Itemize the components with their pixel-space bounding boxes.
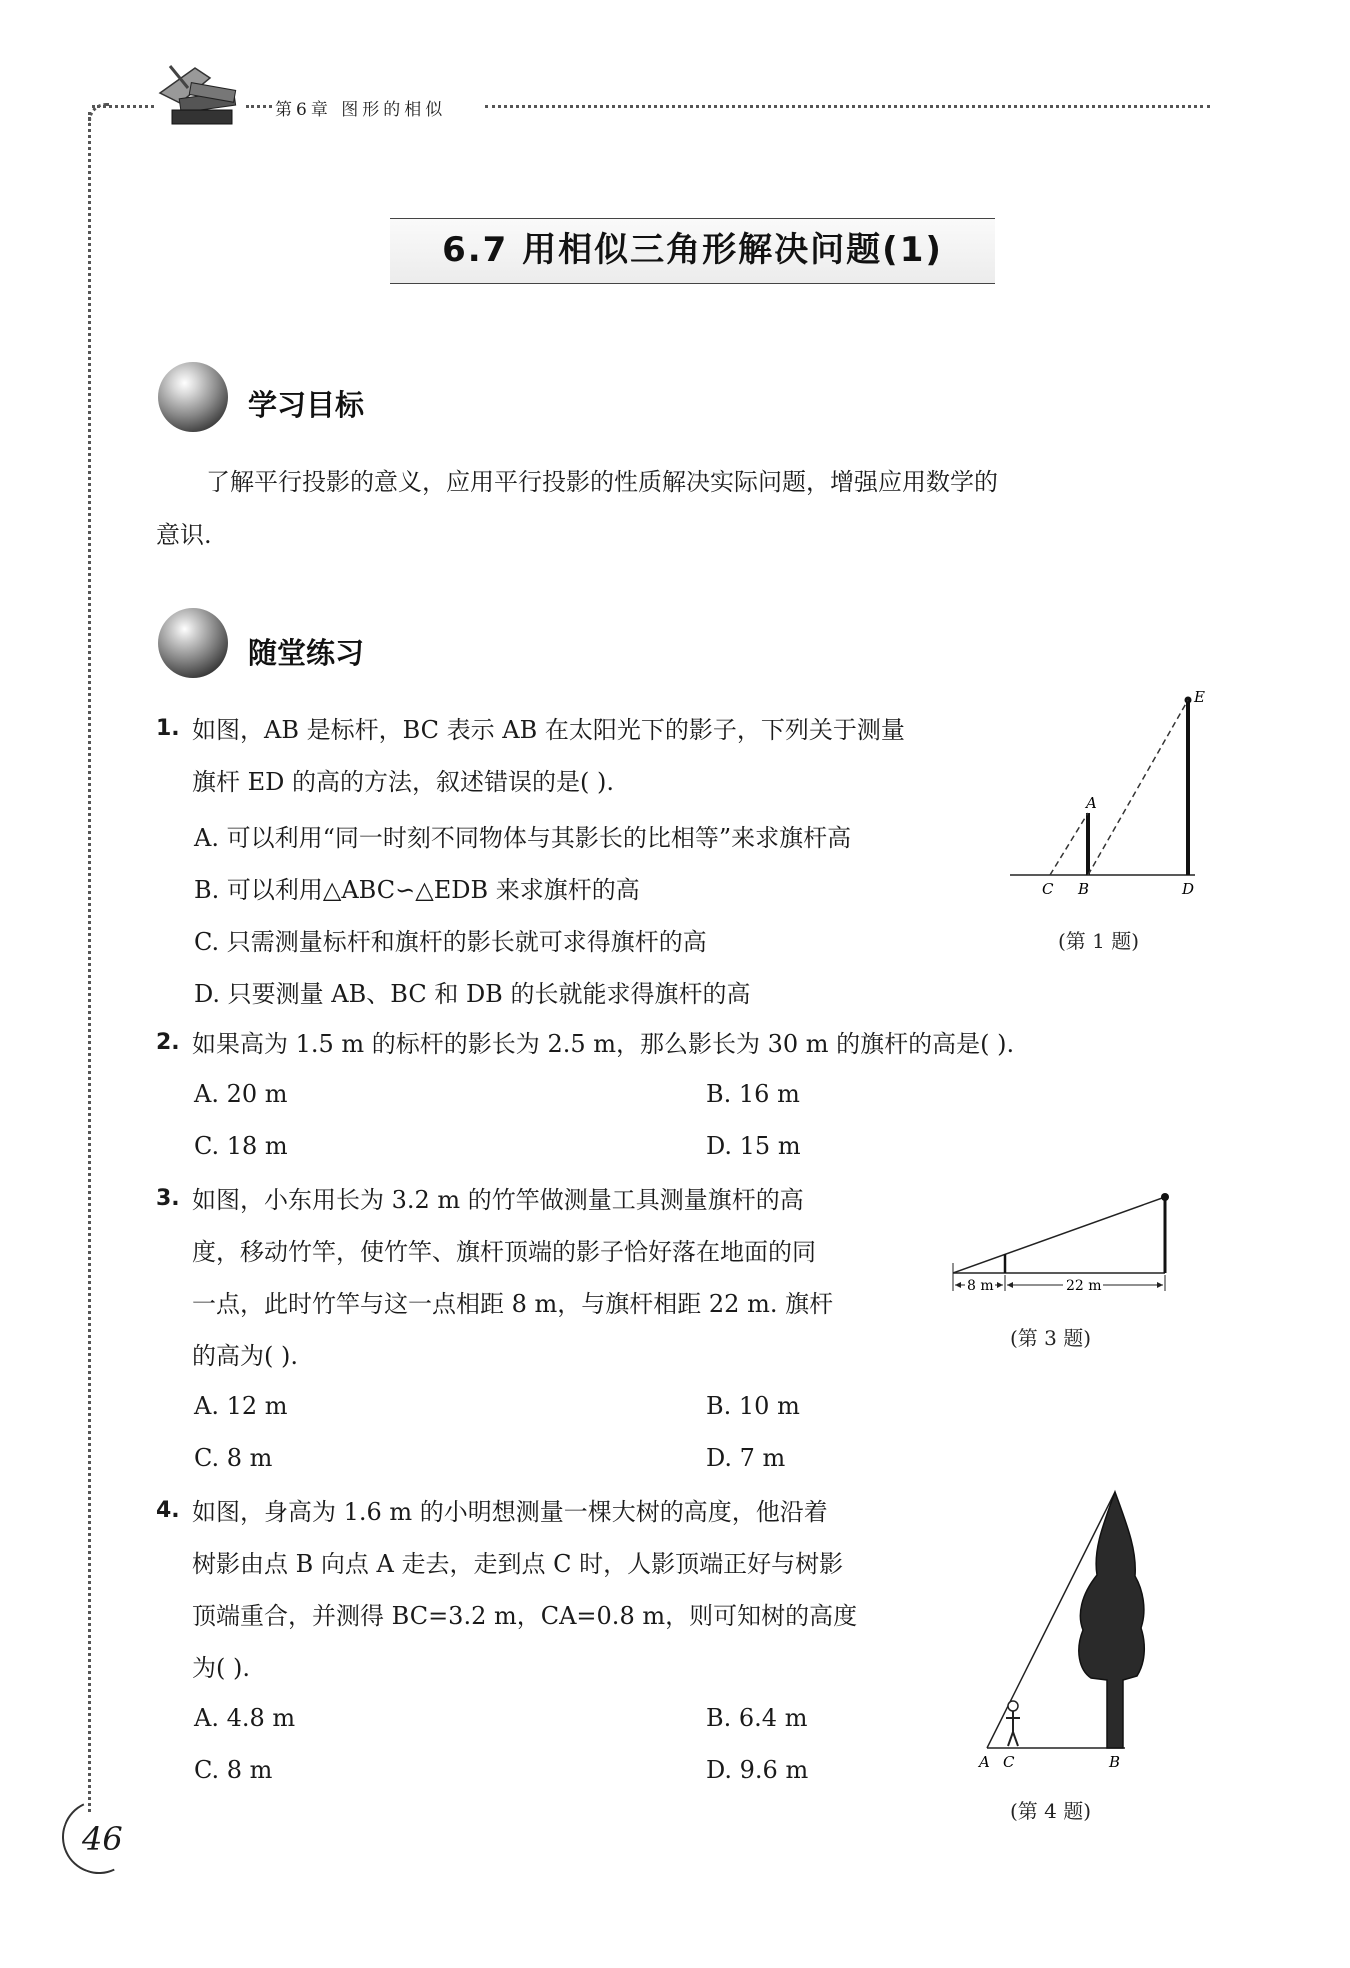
- dim-label-22m: 22 m: [1066, 1278, 1102, 1294]
- label-b: B: [1078, 880, 1090, 898]
- question-4-figure: [975, 1480, 1155, 1780]
- left-dotted-border: [88, 112, 91, 1812]
- question-4-option-a: A. 4.8 m: [194, 1704, 296, 1732]
- question-4-line-1: 如图，身高为 1.6 m 的小明想测量一棵大树的高度，他沿着: [192, 1498, 828, 1526]
- question-3-line-1: 如图，小东用长为 3.2 m 的竹竿做测量工具测量旗杆的高: [192, 1186, 804, 1214]
- question-3-option-d: D. 7 m: [706, 1444, 786, 1472]
- label-a: A: [979, 1753, 990, 1771]
- question-1-option-d: D. 只要测量 AB、BC 和 DB 的长就能求得旗杆的高: [194, 980, 751, 1008]
- question-3-option-b: B. 10 m: [706, 1392, 800, 1420]
- question-2-option-a: A. 20 m: [194, 1080, 288, 1108]
- question-2-line-1: 如果高为 1.5 m 的标杆的影长为 2.5 m，那么影长为 30 m 的旗杆的高是( ).: [192, 1030, 1015, 1058]
- question-4-line-3: 顶端重合，并测得 BC=3.2 m，CA=0.8 m，则可知树的高度: [192, 1602, 858, 1630]
- figure-1-caption: (第 1 题): [1058, 929, 1140, 953]
- chapter-header: 第6章 图形的相似: [275, 100, 447, 120]
- question-3-line-3: 一点，此时竹竿与这一点相距 8 m，与旗杆相距 22 m. 旗杆: [192, 1290, 834, 1318]
- page-number: 46: [82, 1820, 123, 1858]
- question-3-option-c: C. 8 m: [194, 1444, 273, 1472]
- shadow-ray: [953, 1197, 1165, 1273]
- question-2-option-c: C. 18 m: [194, 1132, 288, 1160]
- label-b: B: [1109, 1753, 1121, 1771]
- question-3-option-a: A. 12 m: [194, 1392, 288, 1420]
- question-4-option-b: B. 6.4 m: [706, 1704, 808, 1732]
- objectives-line-2: 意识.: [156, 521, 212, 549]
- section-heading-practice: 随堂练习: [248, 636, 365, 670]
- question-4-line-4: 为( ).: [192, 1654, 250, 1682]
- question-4-option-d: D. 9.6 m: [706, 1756, 809, 1784]
- label-a: A: [1086, 794, 1097, 812]
- page-title: 6.7 用相似三角形解决问题(1): [442, 230, 943, 270]
- person-body-icon: [1006, 1711, 1020, 1746]
- question-4-number: 4.: [156, 1498, 180, 1523]
- question-3-line-4: 的高为( ).: [192, 1342, 298, 1370]
- dim-label-8m: 8 m: [967, 1278, 994, 1294]
- question-2-option-b: B. 16 m: [706, 1080, 800, 1108]
- label-d: D: [1182, 880, 1195, 898]
- question-3-figure: [945, 1185, 1175, 1305]
- label-c: C: [1003, 1753, 1015, 1771]
- question-1-line-2: 旗杆 ED 的高的方法，叙述错误的是( ).: [192, 768, 615, 796]
- question-1-option-a: A. 可以利用“同一时刻不同物体与其影长的比相等”来求旗杆高: [194, 824, 852, 852]
- question-3-line-2: 度，移动竹竿，使竹竿、旗杆顶端的影子恰好落在地面的同: [192, 1238, 816, 1266]
- header-dotted-line-right: [485, 105, 1210, 108]
- question-4-option-c: C. 8 m: [194, 1756, 273, 1784]
- question-1-figure: [1000, 680, 1220, 900]
- globe-icon: [158, 608, 228, 678]
- tree-icon: [1079, 1492, 1144, 1748]
- figure-4-caption: (第 4 题): [1010, 1799, 1092, 1823]
- question-3-number: 3.: [156, 1186, 180, 1211]
- question-4-line-2: 树影由点 B 向点 A 走去，走到点 C 时，人影顶端正好与树影: [192, 1550, 844, 1578]
- person-head-icon: [1008, 1701, 1018, 1711]
- section-heading-objectives: 学习目标: [248, 388, 365, 422]
- flagpole-top: [1161, 1193, 1169, 1201]
- question-1-line-1: 如图，AB 是标杆，BC 表示 AB 在太阳光下的影子，下列关于测量: [192, 716, 905, 744]
- header-dotted-line-left: [92, 105, 154, 108]
- question-2-option-d: D. 15 m: [706, 1132, 801, 1160]
- question-1-option-b: B. 可以利用△ABC∽△EDB 来求旗杆的高: [194, 876, 640, 904]
- objectives-line-1: 了解平行投影的意义，应用平行投影的性质解决实际问题，增强应用数学的: [206, 468, 998, 496]
- label-e: E: [1194, 688, 1205, 706]
- sphere-icon: [158, 362, 228, 432]
- label-c: C: [1042, 880, 1054, 898]
- books-logo-icon: [150, 58, 250, 138]
- sun-ray-2: [1088, 700, 1188, 875]
- question-2-number: 2.: [156, 1030, 180, 1055]
- question-1-option-c: C. 只需测量标杆和旗杆的影长就可求得旗杆的高: [194, 928, 707, 956]
- sun-ray-1: [1050, 813, 1088, 875]
- figure-3-caption: (第 3 题): [1010, 1326, 1092, 1350]
- question-1-number: 1.: [156, 716, 180, 741]
